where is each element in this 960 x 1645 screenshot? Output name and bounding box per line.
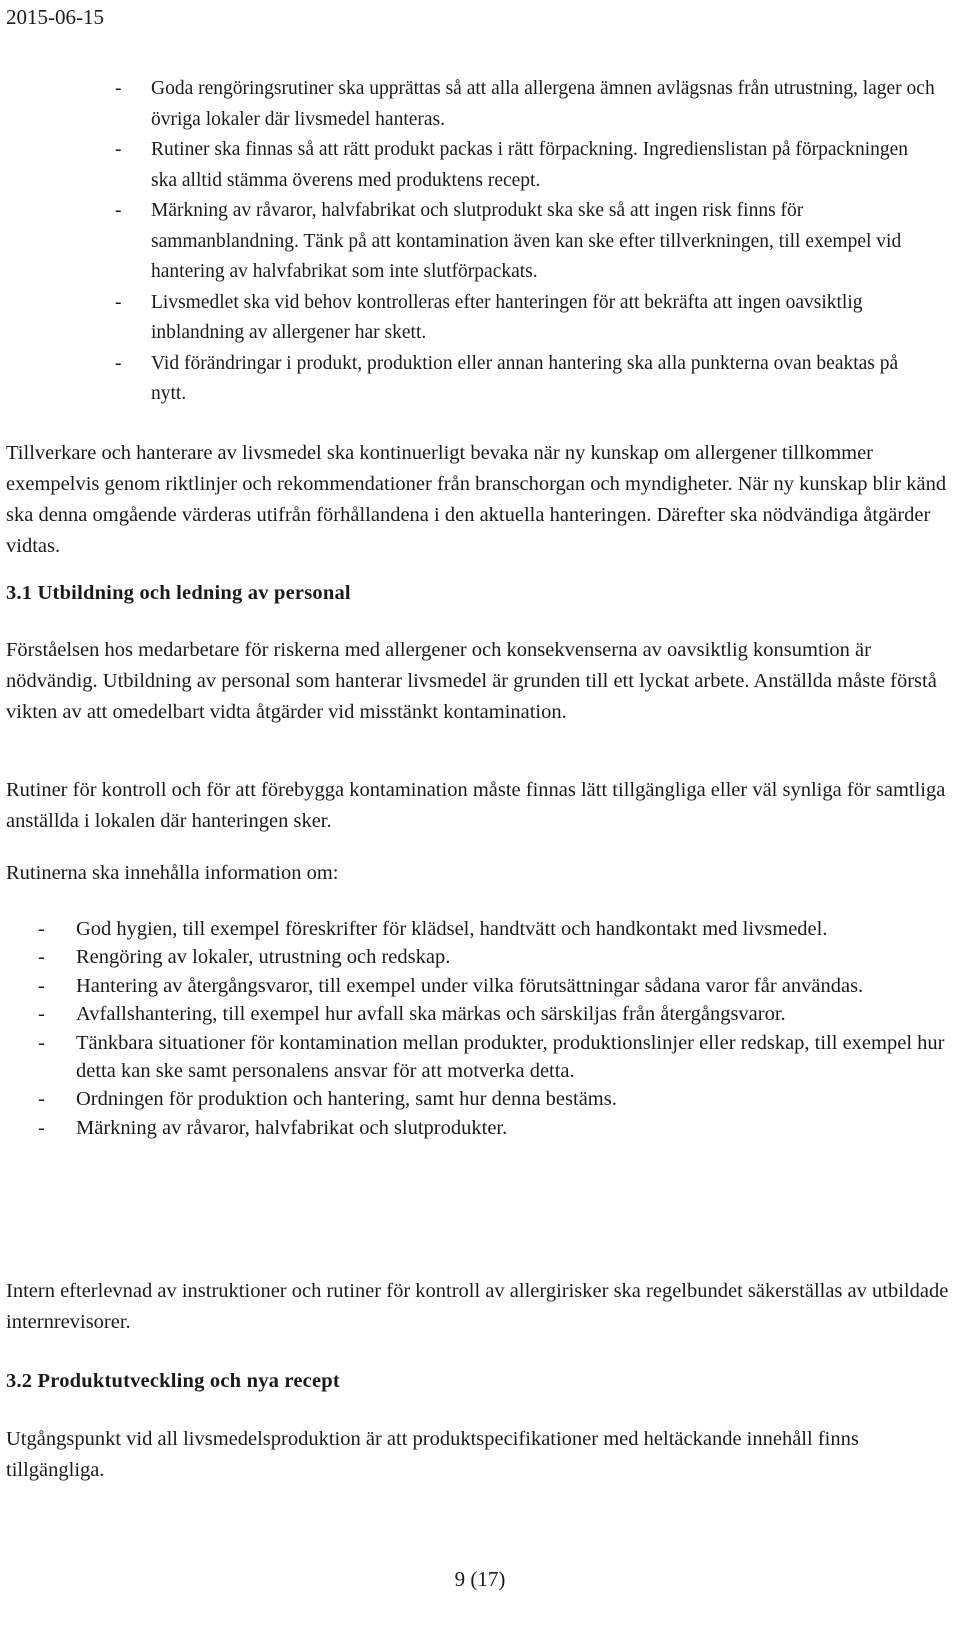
list-item-text: Ordningen för produktion och hantering, samt hur denna bestäms. [76, 1088, 617, 1111]
list-item [38, 915, 950, 943]
list-item-text: Tänkbara situationer för kontamination mellan produkter, produktionslinjer eller redskap, till exempel hur detta kan ske samt personalens ansvar för att motverka detta. [76, 1031, 945, 1083]
list-item-text: Goda rengöringsrutiner ska upprättas så att alla allergena ämnen avlägsnas från utrustning, lager och övriga lokaler där livsmedel hanteras. [151, 78, 935, 130]
page-number: 9 (17) [454, 1567, 506, 1591]
bullet-dash: - [115, 291, 122, 313]
paragraph-routines-available: Rutiner för kontroll och för att förebygga kontamination måste finnas lätt tillgängliga eller väl synliga för samtliga anställda i lokalen där hanteringen sker. [6, 779, 946, 832]
list-item-text: Rengöring av lokaler, utrustning och redskap. [76, 946, 451, 969]
bullet-dash: - [115, 200, 122, 221]
list-item-text: Rutiner ska finnas så att rätt produkt packas i rätt förpackning. Ingredienslistan på förpackningen ska alltid stämma överens med produktens recept. [151, 139, 909, 191]
document-date: 2015-06-15 [6, 5, 104, 29]
list-item [38, 1085, 950, 1113]
bullet-dash: - [115, 78, 122, 99]
paragraph-internal-audit: Intern efterlevnad av instruktioner och rutiner för kontroll av allergirisker ska regelbundet säkerställas av utbildade internrevisorer. [6, 1280, 949, 1333]
section-heading-3-1: 3.1 Utbildning och ledning av personal [6, 582, 351, 604]
list-item-text: Hantering av återgångsvaror, till exempel under vilka förutsättningar sådana varor får användas. [76, 974, 864, 997]
bullet-dash: - [115, 352, 122, 374]
list-item [115, 74, 935, 135]
bullet-dash: - [38, 946, 45, 969]
list-item-text: God hygien, till exempel föreskrifter för klädsel, handtvätt och handkontakt med livsmedel. [76, 918, 828, 940]
list-item [115, 196, 935, 288]
bullet-dash: - [38, 918, 45, 940]
paragraph-knowledge-monitoring: Tillverkare och hanterare av livsmedel ska kontinuerligt bevaka när ny kunskap om allergener tillkommer exempelvis genom riktlinjer och rekommendationer från branschorgan och myndigheter. När ny kunskap blir känd ska denna omgående värderas utifrån förhållandena i den aktuella hanteringen. Därefter ska nödvändiga åtgärder vidtas. [6, 442, 947, 557]
list-item [38, 943, 950, 971]
bullet-dash: - [38, 1031, 45, 1054]
paragraph-routines-intro: Rutinerna ska innehålla information om: [6, 862, 339, 884]
section-heading-3-2: 3.2 Produktutveckling och nya recept [6, 1370, 340, 1392]
list-item-text: Märkning av råvaror, halvfabrikat och slutprodukt ska ske så att ingen risk finns för sammanblandning. Tänk på att kontamination även kan ske efter tillverkningen, till exempel vid hantering av halvfabrikat som inte slutförpackats. [151, 200, 902, 282]
list-item [38, 972, 950, 1000]
list-item [38, 1000, 950, 1028]
list-item-text: Avfallshantering, till exempel hur avfall ska märkas och särskiljas från återgångsvaror. [76, 1003, 786, 1026]
list-item [38, 1114, 950, 1142]
list-item [38, 1029, 950, 1086]
bullet-dash: - [38, 1116, 45, 1139]
list-item-text: Vid förändringar i produkt, produktion eller annan hantering ska alla punkterna ovan beaktas på nytt. [151, 352, 899, 404]
bullet-dash: - [115, 139, 122, 160]
routines-list [38, 915, 950, 1142]
paragraph-staff-understanding: Förståelsen hos medarbetare för riskerna med allergener och konsekvenserna av oavsiktlig konsumtion är nödvändig. Utbildning av personal som hanterar livsmedel är grunden till ett lyckat arbete. Anställda måste förstå vikten av att omedelbart vidta åtgärder vid misstänkt kontamination. [6, 639, 937, 723]
bullet-dash: - [38, 1003, 45, 1026]
list-item [115, 135, 935, 196]
bullet-dash: - [38, 1088, 45, 1111]
paragraph-product-specifications: Utgångspunkt vid all livsmedelsproduktion är att produktspecifikationer med heltäckande innehåll finns tillgängliga. [6, 1428, 859, 1481]
list-item [115, 288, 935, 349]
bullet-dash: - [38, 974, 45, 997]
list-item-text: Livsmedlet ska vid behov kontrolleras efter hanteringen för att bekräfta att ingen oavsiktlig inblandning av allergener har skett. [151, 291, 863, 343]
list-item-text: Märkning av råvaror, halvfabrikat och slutprodukter. [76, 1116, 508, 1139]
hygiene-list [115, 74, 935, 410]
list-item [115, 349, 935, 410]
